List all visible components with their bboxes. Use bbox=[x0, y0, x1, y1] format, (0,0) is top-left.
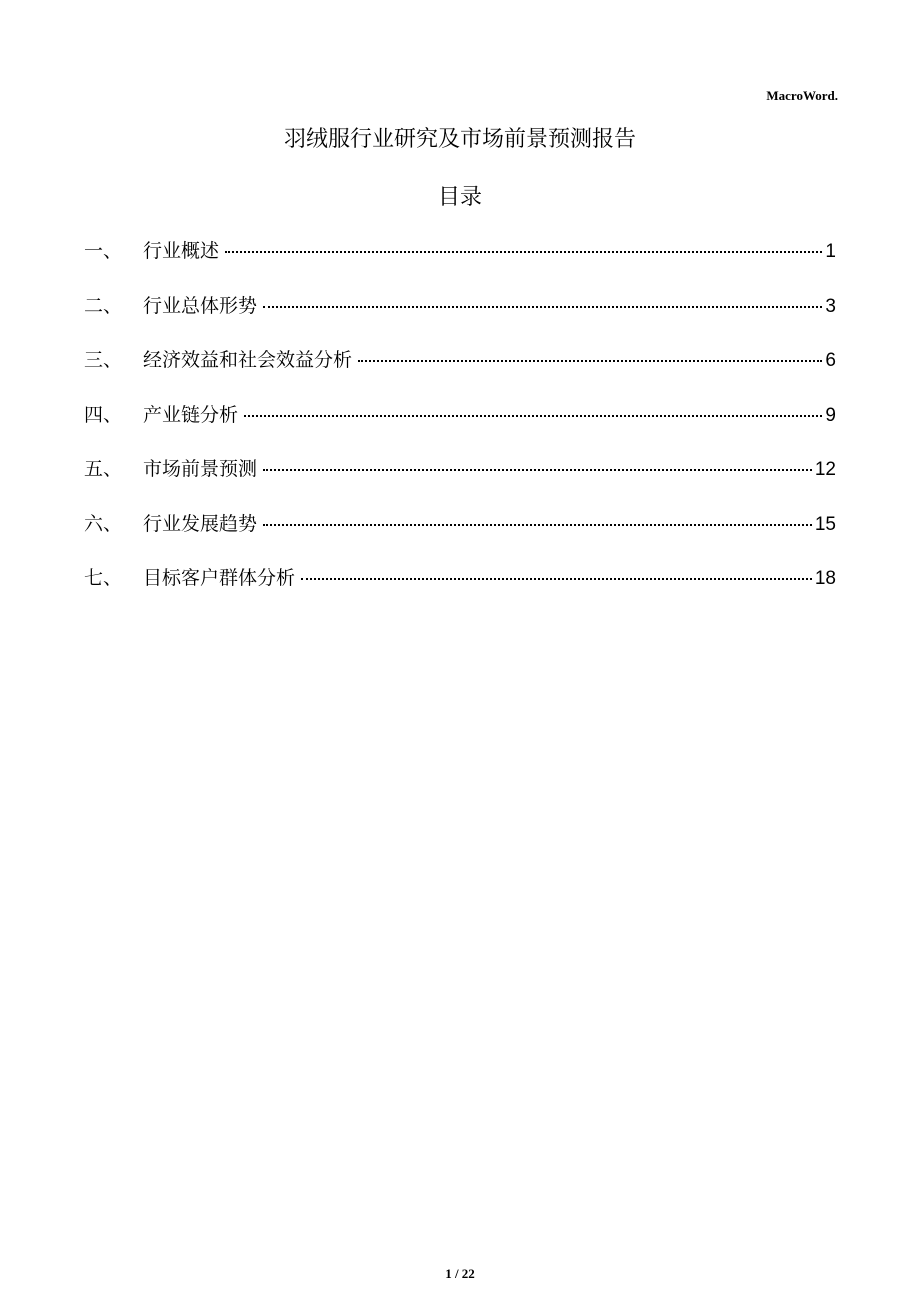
toc-leader-dots bbox=[225, 251, 822, 253]
toc-entry[interactable] bbox=[84, 509, 836, 564]
toc-entry-number: 四、 bbox=[84, 403, 123, 426]
toc-entry[interactable] bbox=[84, 291, 836, 346]
toc-entry[interactable] bbox=[84, 400, 836, 455]
toc-leader-dots bbox=[263, 306, 822, 308]
toc-entry-label: 市场前景预测 bbox=[143, 458, 258, 480]
toc-entry-page: 3 bbox=[825, 295, 836, 317]
toc-entry-number: 六、 bbox=[84, 512, 123, 535]
toc-entry-page: 9 bbox=[825, 404, 836, 426]
toc-entry-page: 12 bbox=[814, 459, 836, 480]
toc-entry-label: 目标客户群体分析 bbox=[143, 567, 296, 589]
toc-entry-label: 行业发展趋势 bbox=[143, 512, 258, 535]
toc-entry-page: 6 bbox=[825, 350, 836, 371]
toc-entry-label: 产业链分析 bbox=[143, 403, 239, 426]
toc-leader-dots bbox=[301, 578, 812, 580]
toc-leader-dots bbox=[358, 360, 822, 362]
document-title: 羽绒服行业研究及市场前景预测报告 bbox=[283, 127, 636, 152]
toc-entry-label: 经济效益和社会效益分析 bbox=[143, 349, 353, 371]
toc-entry-number: 七、 bbox=[84, 567, 123, 589]
toc-entry-number: 一、 bbox=[84, 240, 123, 262]
toc-entry-number: 三、 bbox=[84, 349, 123, 371]
toc-entry-number: 二、 bbox=[84, 294, 123, 317]
table-of-contents bbox=[84, 236, 836, 618]
toc-leader-dots bbox=[263, 469, 812, 471]
header-brand: MacroWord. bbox=[766, 88, 838, 103]
toc-entry-page: 1 bbox=[825, 241, 836, 262]
page-indicator: 1 / 22 bbox=[445, 1266, 475, 1281]
toc-leader-dots bbox=[244, 415, 822, 417]
toc-leader-dots bbox=[263, 524, 812, 526]
toc-entry-number: 五、 bbox=[84, 458, 123, 480]
toc-entry[interactable] bbox=[84, 563, 836, 618]
toc-entry-page: 18 bbox=[814, 568, 836, 589]
toc-entry-label: 行业概述 bbox=[143, 240, 220, 262]
toc-heading: 目录 bbox=[437, 185, 482, 210]
toc-entry-page: 15 bbox=[814, 513, 836, 535]
toc-entry[interactable] bbox=[84, 345, 836, 400]
toc-entry-label: 行业总体形势 bbox=[143, 294, 258, 317]
toc-entry[interactable] bbox=[84, 454, 836, 509]
toc-entry[interactable] bbox=[84, 236, 836, 291]
